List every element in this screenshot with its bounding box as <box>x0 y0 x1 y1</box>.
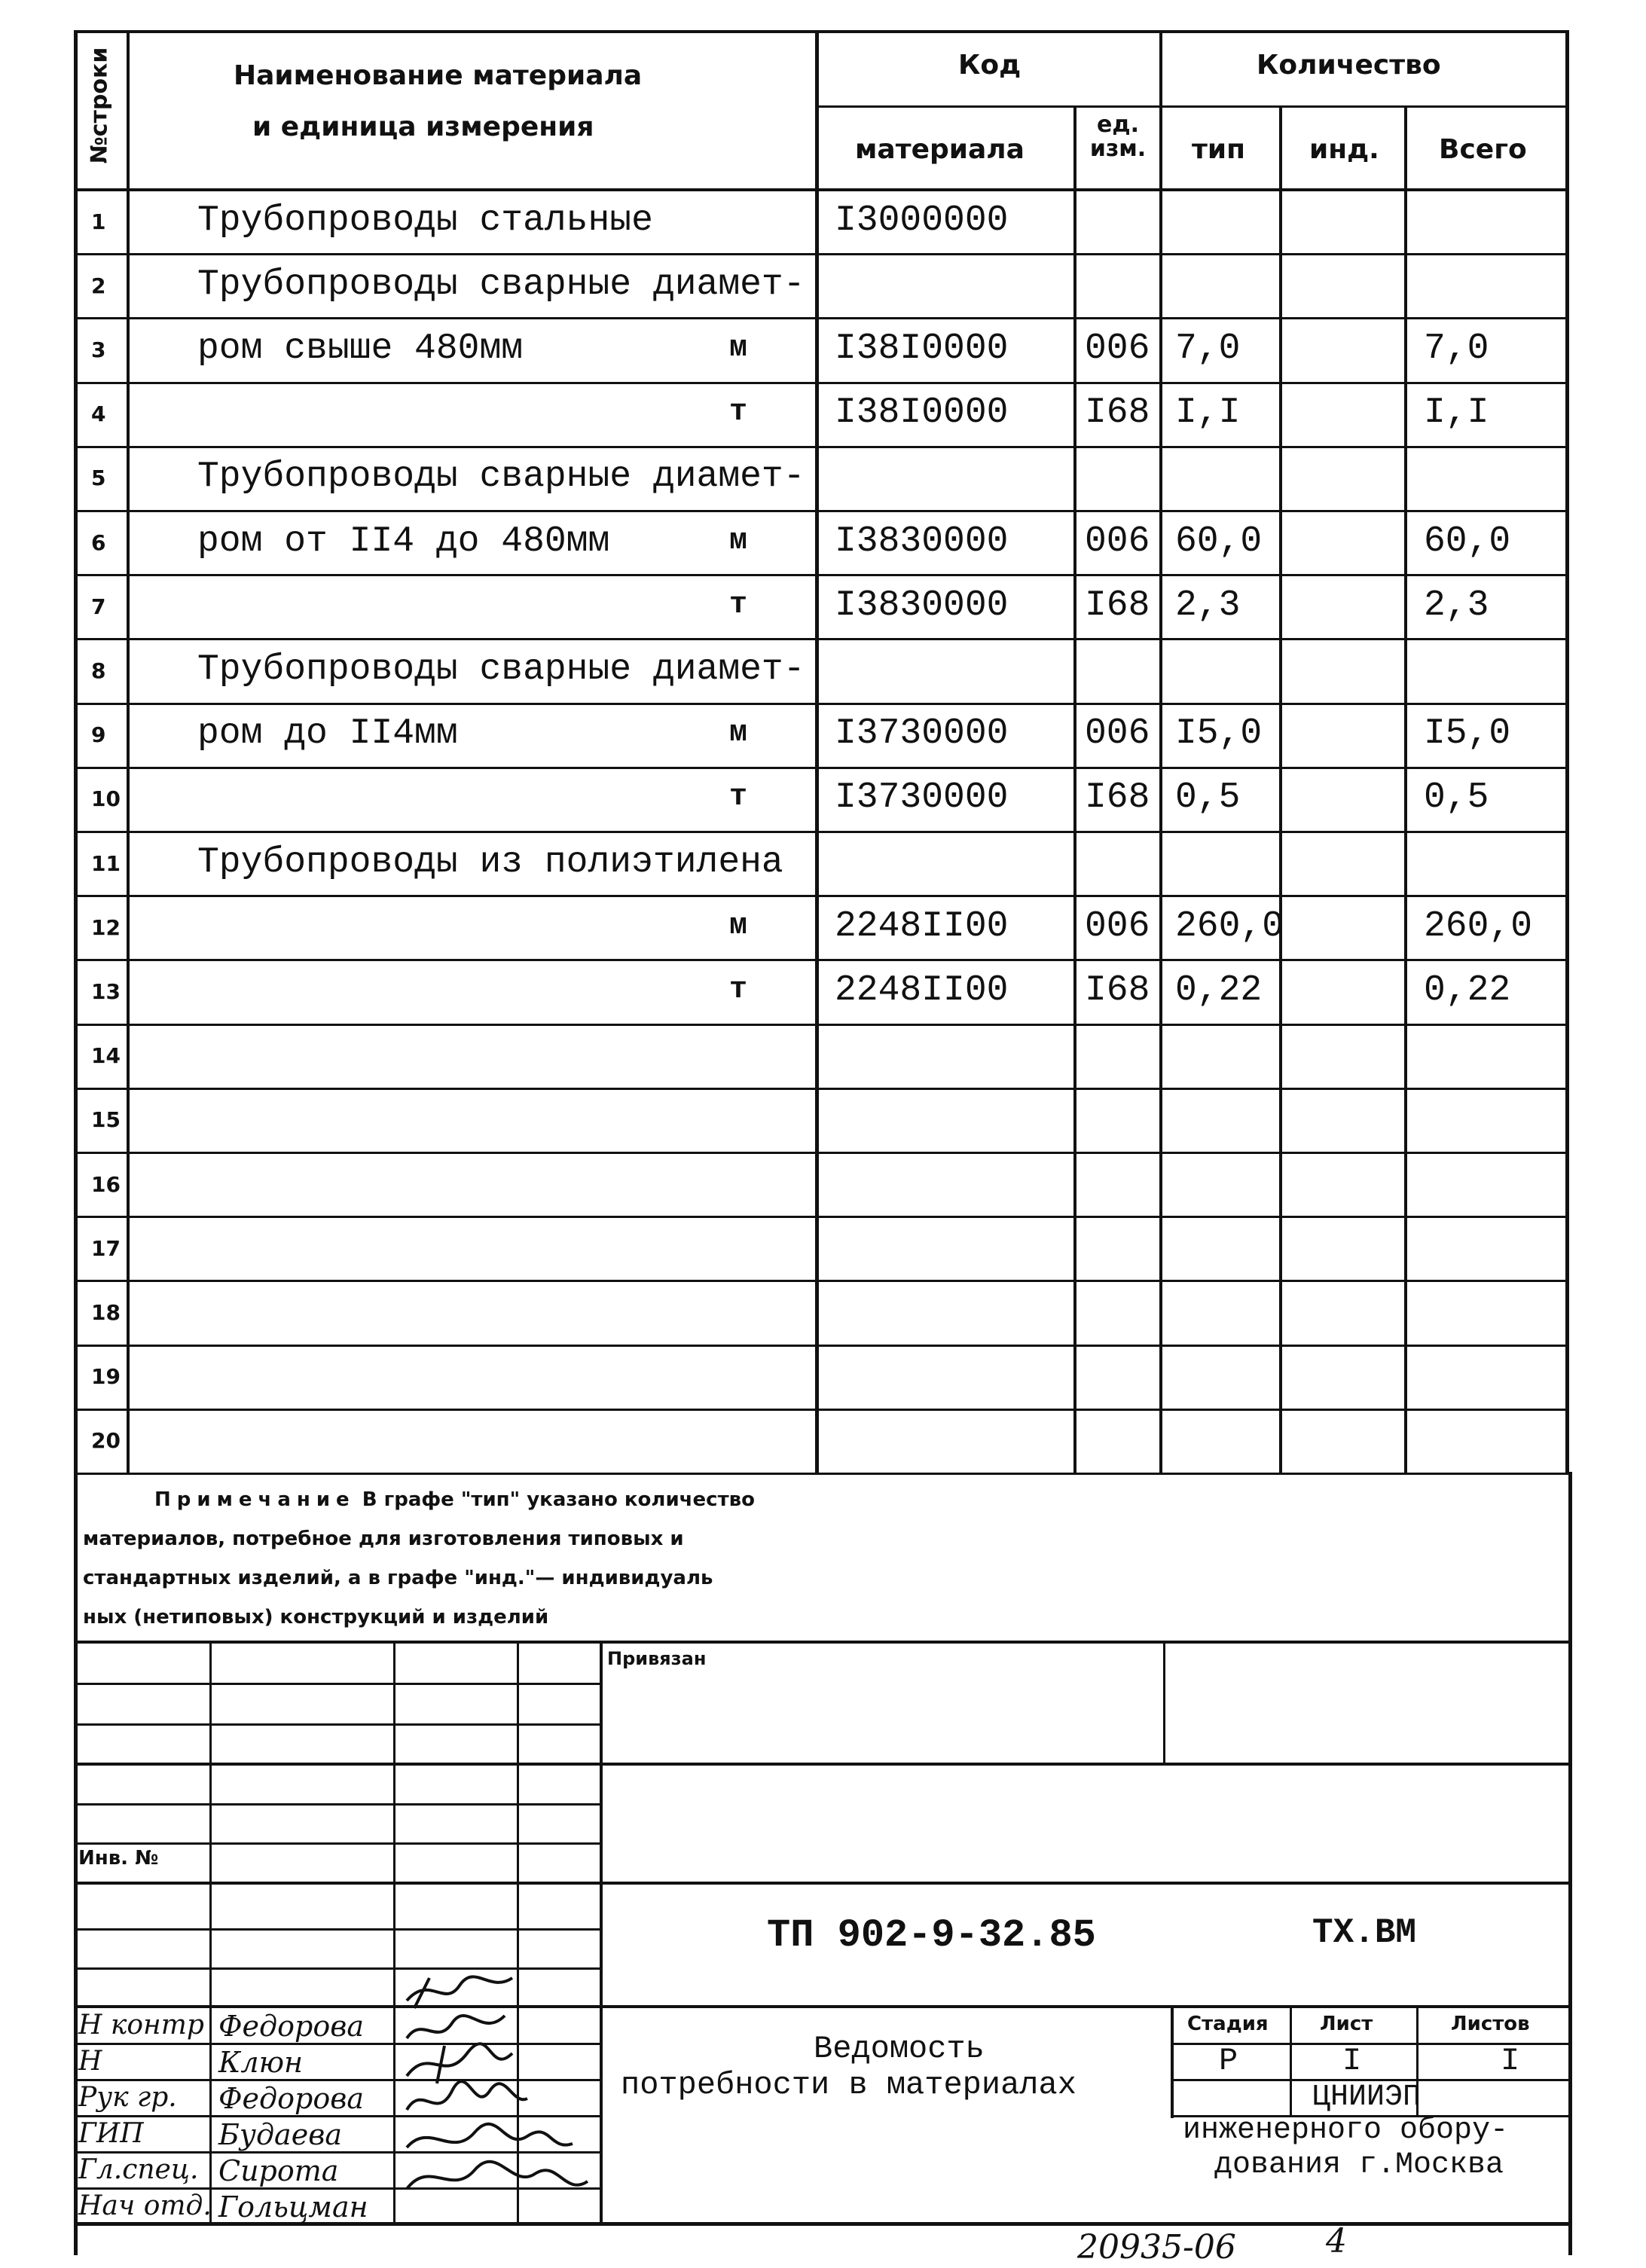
qty-type: 2,3 <box>1175 585 1241 626</box>
row-number: 9 <box>91 722 106 748</box>
approval-name: Федорова <box>218 2010 364 2043</box>
approval-role: Н <box>78 2046 102 2077</box>
archive-number: 20935-06 <box>1077 2228 1236 2266</box>
sheet-label: Лист <box>1320 2013 1373 2035</box>
inv-no-label: Инв. № <box>78 1847 159 1870</box>
qty-type: 0,22 <box>1175 969 1263 1011</box>
qty-total: 60,0 <box>1424 520 1511 562</box>
material-name: Трубопроводы сварные диамет- <box>197 264 805 305</box>
note-line4: ных (нетиповых) конструкций и изделий <box>83 1606 549 1629</box>
unit-code: I68 <box>1085 585 1150 626</box>
row-number: 6 <box>91 530 106 555</box>
qty-type: 260,0 <box>1175 905 1284 947</box>
row-number: 2 <box>91 273 106 298</box>
row-number: 17 <box>91 1235 121 1261</box>
qty-type: I,I <box>1175 392 1241 434</box>
unit-label: м <box>729 716 748 751</box>
qty-total: 260,0 <box>1424 905 1533 947</box>
row-number: 18 <box>91 1299 121 1325</box>
table-row <box>0 383 1646 447</box>
qty-type: 7,0 <box>1175 328 1241 369</box>
row-number: 8 <box>91 658 106 683</box>
unit-label: т <box>729 588 748 622</box>
stage-label: Стадия <box>1187 2013 1269 2035</box>
material-code: I3730000 <box>835 777 1009 819</box>
stage-value: Р <box>1219 2043 1238 2079</box>
unit-code: I68 <box>1085 777 1150 819</box>
unit-label: м <box>729 908 748 943</box>
material-code: I3000000 <box>835 200 1009 241</box>
material-name: ром до II4мм <box>197 713 458 755</box>
table-row <box>0 1089 1646 1153</box>
qty-total: 2,3 <box>1424 585 1489 626</box>
row-number: 3 <box>91 337 106 362</box>
org-line3: дования г.Москва <box>1214 2148 1504 2182</box>
material-code: I3730000 <box>835 713 1009 755</box>
approval-name: Будаева <box>218 2118 342 2151</box>
row-number: 15 <box>91 1107 121 1133</box>
approval-role: Гл.спец. <box>78 2154 199 2185</box>
material-code: 2248II00 <box>835 969 1009 1011</box>
material-code: I3830000 <box>835 585 1009 626</box>
row-number: 10 <box>91 786 121 812</box>
unit-code: 006 <box>1085 713 1150 755</box>
header-code: Код <box>958 50 1021 81</box>
row-number: 4 <box>91 401 106 427</box>
unit-code: I68 <box>1085 969 1150 1011</box>
qty-total: I,I <box>1424 392 1489 434</box>
row-number: 16 <box>91 1171 121 1197</box>
row-number: 5 <box>91 466 106 491</box>
table-row <box>0 832 1646 896</box>
note-lead: Примечание <box>154 1488 356 1511</box>
row-number: 19 <box>91 1364 121 1390</box>
table-row <box>0 511 1646 575</box>
header-code-material: материала <box>855 134 1025 165</box>
material-code: I3830000 <box>835 520 1009 562</box>
approval-name: Клюн <box>218 2046 304 2079</box>
sheets-label: Листов <box>1451 2013 1530 2035</box>
unit-code: 006 <box>1085 328 1150 369</box>
table-row <box>0 255 1646 319</box>
table-row <box>0 447 1646 511</box>
approval-role: ГИП <box>78 2118 144 2149</box>
unit-code: 006 <box>1085 520 1150 562</box>
approval-role: Нач отд. <box>78 2190 212 2221</box>
approval-name: Гольцман <box>218 2190 368 2224</box>
row-number: 13 <box>91 978 121 1004</box>
header-name-line1: Наименование материала <box>234 60 643 91</box>
sheets-value: I <box>1501 2043 1520 2079</box>
table-row <box>0 1153 1646 1217</box>
unit-label: т <box>729 780 748 815</box>
doc-code: ТП 902-9-32.85 <box>767 1913 1096 1958</box>
signatures <box>399 1970 610 2227</box>
header-row-no: №строки <box>86 47 113 164</box>
note-line1: В графе "тип" указано количество <box>362 1488 755 1511</box>
sheet-value: I <box>1342 2043 1362 2079</box>
unit-label: т <box>729 395 748 430</box>
qty-type: 0,5 <box>1175 777 1241 819</box>
material-name: Трубопроводы сварные диамет- <box>197 649 805 690</box>
qty-type: 60,0 <box>1175 520 1263 562</box>
approval-name: Федорова <box>218 2082 364 2115</box>
header-qty: Количество <box>1257 50 1441 81</box>
header-code-unit: ед. изм. <box>1089 111 1147 162</box>
table-row <box>0 639 1646 704</box>
note-line3: стандартных изделий, а в графе "инд."— индивидуаль <box>83 1567 713 1589</box>
row-number: 14 <box>91 1043 121 1069</box>
page-number: 4 <box>1326 2222 1347 2260</box>
approval-role: Рук гр. <box>78 2082 177 2113</box>
table-row <box>0 1281 1646 1345</box>
table-row <box>0 1025 1646 1089</box>
table-row <box>0 1410 1646 1474</box>
table-row <box>0 768 1646 832</box>
header-qty-ind: инд. <box>1309 134 1379 165</box>
row-number: 7 <box>91 594 106 619</box>
material-name: Трубопроводы сварные диамет- <box>197 456 805 498</box>
qty-total: I5,0 <box>1424 713 1511 755</box>
header-name-line2: и единица измерения <box>252 111 594 142</box>
qty-total: 7,0 <box>1424 328 1489 369</box>
note-line2: материалов, потребное для изготовления типовых и <box>83 1528 684 1550</box>
table-row <box>0 191 1646 255</box>
table-row <box>0 1346 1646 1410</box>
doc-mark: ТХ.ВМ <box>1312 1913 1417 1952</box>
qty-total: 0,22 <box>1424 969 1511 1011</box>
title-line1: Ведомость <box>814 2031 985 2067</box>
material-name: Трубопроводы стальные <box>197 200 653 241</box>
table-row <box>0 960 1646 1024</box>
material-code: I38I0000 <box>835 392 1009 434</box>
org-line1: ЦНИИЭП <box>1312 2080 1422 2114</box>
approval-name: Сирота <box>218 2154 339 2187</box>
material-code: 2248II00 <box>835 905 1009 947</box>
row-number: 12 <box>91 914 121 940</box>
unit-label: м <box>729 331 748 365</box>
material-name: ром от II4 до 480мм <box>197 520 610 562</box>
row-number: 20 <box>91 1428 121 1454</box>
material-name: ром свыше 480мм <box>197 328 524 369</box>
title-line2: потребности в материалах <box>621 2067 1076 2103</box>
unit-label: м <box>729 524 748 558</box>
approval-role: Н контр <box>78 2010 204 2041</box>
table-row <box>0 704 1646 768</box>
qty-total: 0,5 <box>1424 777 1489 819</box>
privyazan-label: Привязан <box>607 1648 707 1669</box>
org-line2: инженерного обору- <box>1183 2114 1509 2147</box>
qty-type: I5,0 <box>1175 713 1263 755</box>
row-number: 1 <box>91 209 106 234</box>
unit-label: т <box>729 972 748 1007</box>
table-row <box>0 319 1646 383</box>
header-qty-total: Всего <box>1439 134 1527 165</box>
unit-code: 006 <box>1085 905 1150 947</box>
unit-code: I68 <box>1085 392 1150 434</box>
row-number: 11 <box>91 850 121 876</box>
table-row <box>0 896 1646 960</box>
material-code: I38I0000 <box>835 328 1009 369</box>
material-name: Трубопроводы из полиэтилена <box>197 841 783 883</box>
table-row <box>0 1217 1646 1281</box>
header-qty-type: тип <box>1192 134 1245 165</box>
table-row <box>0 575 1646 639</box>
